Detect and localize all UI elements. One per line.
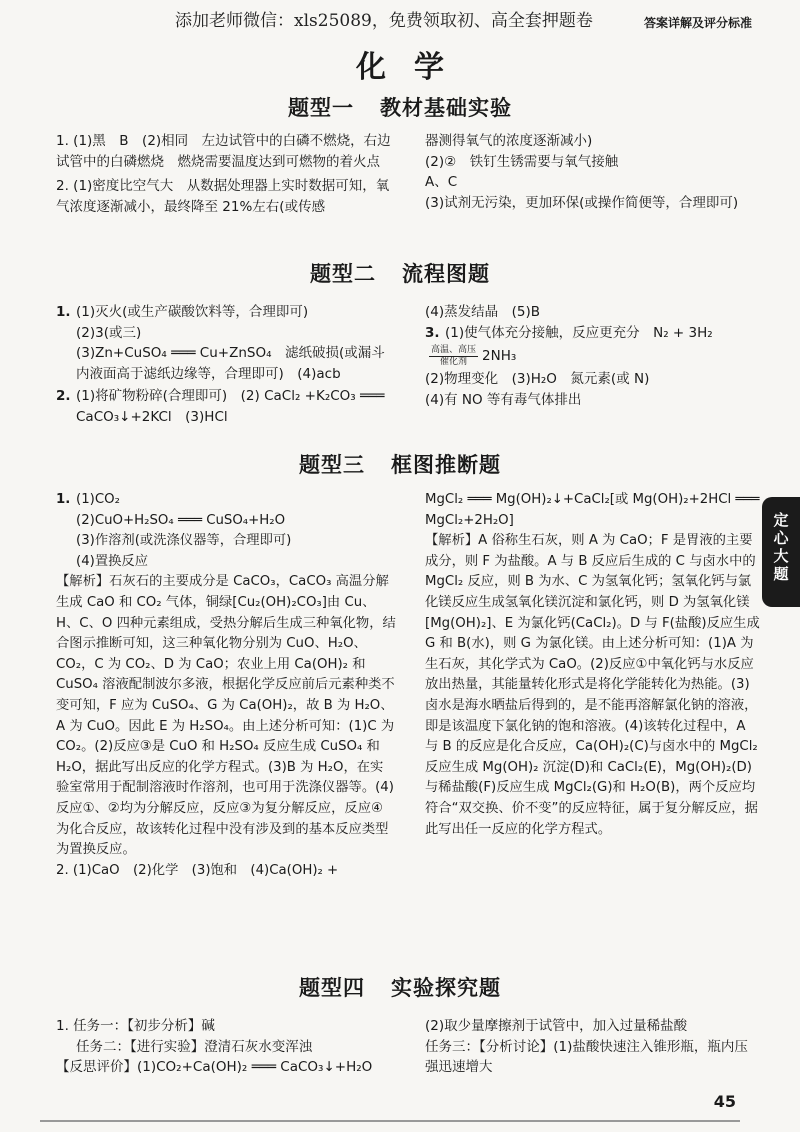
side-tab-char: 心	[773, 529, 789, 547]
section-name: 实验探究题	[391, 976, 501, 1000]
answer-text: (3)试剂无污染，更加环保(或操作简便等，合理即可)	[425, 194, 739, 211]
question-number: 1.	[56, 304, 71, 320]
side-tab-char: 题	[773, 565, 789, 583]
answer-text: 器测得氧气的浓度逐渐减小)	[425, 133, 593, 149]
section-type: 题型三	[299, 453, 365, 477]
answer-text: (1)CO₂	[76, 492, 120, 507]
answer-text: (4)蒸发结晶 (5)B	[425, 304, 541, 320]
answer-text: 任务三：【分析讨论】(1)盐酸快速注入锥形瓶，瓶内压强迅速增大	[425, 1038, 748, 1075]
condition-top: 高温、高压	[431, 344, 477, 355]
section-4-right	[425, 1016, 760, 1078]
answer-text: (2)取少量摩擦剂于试管中，加入过量稀盐酸	[425, 1018, 688, 1034]
section-3-right	[425, 490, 760, 840]
question-number: 3.	[425, 324, 440, 341]
section-2-right	[425, 302, 760, 410]
answer-text: (4)置换反应	[76, 553, 149, 569]
answer-text: MgCl₂ ═══ Mg(OH)₂↓+CaCl₂[或 Mg(OH)₂+2HCl ═══ MgCl₂+2H₂O]	[425, 492, 760, 528]
answer-text: 2. (1)CaO (2)化学 (3)饱和 (4)Ca(OH)₂ +	[56, 862, 339, 878]
answer-text: (3)作溶剂(或洗涤仪器等，合理即可)	[76, 533, 292, 549]
answer-text: (1)使气体充分接触，反应更充分 N₂ + 3H₂	[445, 324, 713, 341]
section-heading-1	[0, 92, 800, 122]
section-heading-3	[0, 449, 800, 479]
answer-text: (2)CuO+H₂SO₄ ═══ CuSO₄+H₂O	[76, 512, 286, 528]
answer-text: 2. (1)密度比空气大 从数据处理器上实时数据可知，氧气浓度逐渐减小，最终降至 21%左右(或传感	[56, 178, 390, 215]
page-title: 化学	[356, 50, 472, 85]
answer-text: (1)灭火(或生产碳酸饮料等，合理即可)	[76, 304, 309, 320]
section-type: 题型四	[299, 976, 365, 1000]
answer-text: A、C	[425, 174, 458, 190]
answer-text: (2)② 铁钉生锈需要与氧气接触	[425, 153, 619, 170]
question-number: 1.	[56, 492, 71, 507]
answer-text: (1)将矿物粉碎(合理即可) (2) CaCl₂ +K₂CO₃ ═══ CaCO₃↓+2KCl (3)HCl	[76, 388, 385, 425]
equation-product: 2NH₃	[482, 348, 517, 364]
section-name: 框图推断题	[391, 453, 501, 477]
page-number: 45	[713, 1092, 736, 1111]
analysis-text: 【解析】石灰石的主要成分是 CaCO₃，CaCO₃ 高温分解生成 CaO 和 CO₂ 气体，铜绿[Cu₂(OH)₂CO₃]由 Cu、H、C、O 四种元素组成，受热分解后生成三种氧化物，结合图示推断可知，这三种氧化物分别为 CuO、H₂O、CO₂，C 为 CO₂、D 为 CaO；农业上用 Ca(OH)₂ 和 CuSO₄ 溶液配制波尔多液，根据化学反应前后元素种类不变可知，F 应为 CuSO₄、G 为 Ca(OH)₂，故 B 为 H₂O、A 为 CuO。因此 E 为 H₂SO₄。由上述分析可知：(1)C 为 CO₂。(2)反应③是 CuO 和 H₂SO₄ 反应生成 CuSO₄ 和 H₂O，据此写出反应的化学方程式。(3)B 为 H₂O，在实验室常用于配制溶液时作溶剂，也可用于洗涤仪器等。(4)反应①、②均为分解反应，反应③为复分解反应，反应④为化合反应，故该转化过程中没有涉及到的基本反应类型为置换反应。	[56, 574, 396, 858]
section-name: 教材基础实验	[380, 96, 512, 120]
section-type: 题型一	[288, 96, 354, 120]
side-tab-char: 定	[773, 511, 789, 529]
section-1-left	[56, 131, 396, 217]
section-4-left	[56, 1016, 396, 1078]
answer-text: (4)有 NO 等有毒气体排出	[425, 391, 582, 408]
header-title: 答案详解及评分标准	[643, 16, 752, 30]
section-2-left	[56, 302, 396, 427]
chapter-side-tab	[762, 497, 800, 607]
answer-text: (2)物理变化 (3)H₂O 氮元素(或 N)	[425, 371, 650, 387]
answer-text: 【反思评价】(1)CO₂+Ca(OH)₂ ═══ CaCO₃↓+H₂O	[56, 1059, 373, 1075]
answer-text: 任务二：【进行实验】澄清石灰水变浑浊	[76, 1038, 313, 1055]
answer-text: 1. (1)黑 B (2)相同 左边试管中的白磷不燃烧，右边试管中的白磷燃烧 燃烧需要温度达到可燃物的着火点	[56, 133, 391, 170]
section-type: 题型二	[310, 262, 376, 286]
question-number: 2.	[56, 388, 71, 404]
answer-text: 1. 任务一：【初步分析】碱	[56, 1018, 215, 1034]
watermark-banner: 添加老师微信：xls25089，免费领取初、高全套押题卷	[175, 11, 593, 31]
section-heading-4	[0, 972, 800, 1002]
section-heading-2	[0, 258, 800, 288]
page-bottom-rule	[40, 1120, 740, 1122]
analysis-text: 【解析】A 俗称生石灰，则 A 为 CaO；F 是胃液的主要成分，则 F 为盐酸。A 与 B 反应后生成的 C 与卤水中的 MgCl₂ 反应，则 B 为水、C 为氢氧化钙；氢氧化钙与氯化镁反应生成氢氧化镁沉淀和氯化钙，则 D 为氢氧化镁[Mg(OH)₂]、E 为氯化钙(CaCl₂)。D 与 F(盐酸)反应生成 G 和 B(水)，则 G 为氯化镁。由上述分析可知：(1)A 为生石灰，其化学式为 CaO。(2)反应①中氧化钙与水反应放出热量，其能量转化形式是将化学能转化为热能。(3)卤水是海水晒盐后得到的，是不能再溶解氯化钠的溶液，即是该温度下氯化钠的饱和溶液。(4)该转化过程中，A 与 B 的反应是化合反应，Ca(OH)₂(C)与卤水中的 MgCl₂ 反应生成 Mg(OH)₂ 沉淀(D)和 CaCl₂(E)，Mg(OH)₂(D)与稀盐酸(F)反应生成 MgCl₂(G)和 H₂O(B)，两个反应均符合“双交换、价不变”的反应特征，属于复分解反应，据此写出任一反应的化学方程式。	[425, 533, 760, 837]
side-tab-char: 大	[773, 547, 789, 565]
section-1-right	[425, 131, 760, 213]
reaction-condition	[429, 345, 478, 368]
equation-line	[425, 343, 760, 369]
section-name: 流程图题	[402, 262, 490, 286]
answer-text: (3)Zn+CuSO₄ ═══ Cu+ZnSO₄ 滤纸破损(或漏斗内液面高于滤纸边缘等，合理即可) (4)acb	[76, 345, 385, 382]
condition-bottom: 催化剂	[440, 356, 468, 367]
section-3-left	[56, 490, 396, 881]
answer-text: (2)3(或三)	[76, 324, 142, 341]
